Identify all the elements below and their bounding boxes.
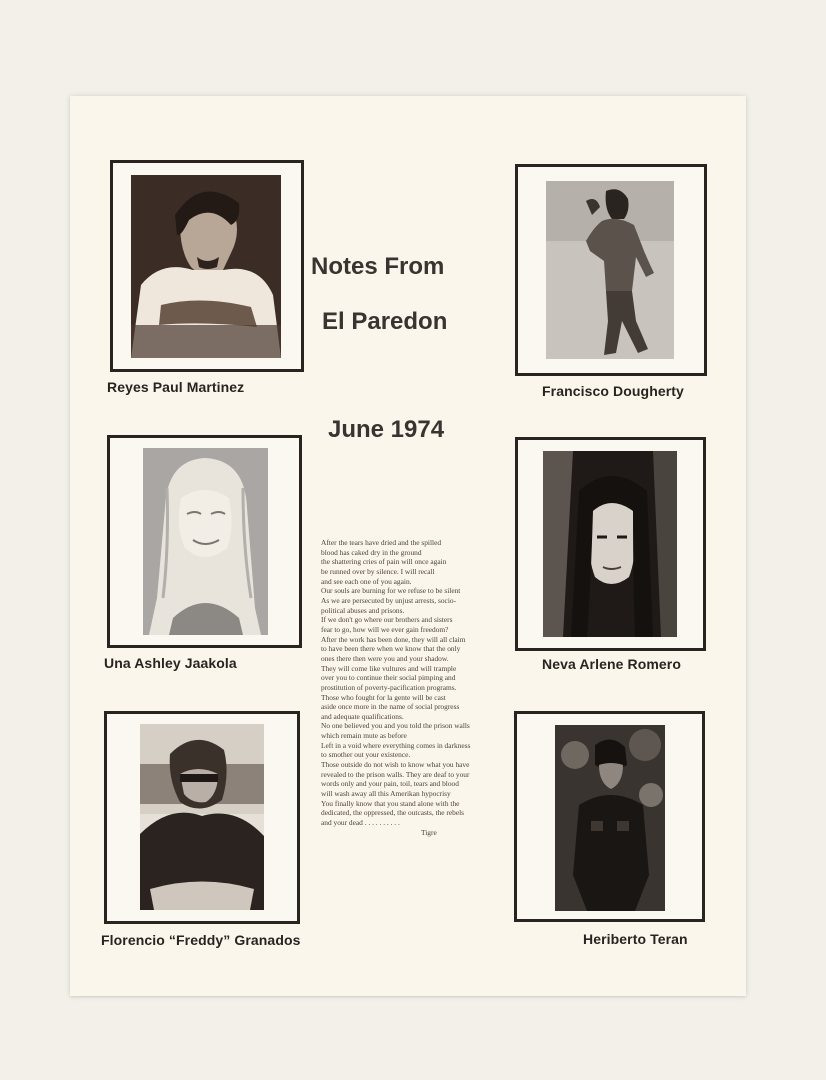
poem-line: the shattering cries of pain will once again [321, 557, 447, 567]
poem-line: will wash away all this Amerikan hypocrisy [321, 789, 451, 799]
poem-text [321, 538, 511, 837]
portrait-name-neva: Neva Arlene Romero [542, 656, 681, 672]
poem-line: fear to go, how will we ever gain freedom? [321, 624, 449, 634]
poem-line: blood has caked dry in the ground [321, 547, 422, 557]
poem-line: Those outside do not wish to know what you have [321, 760, 470, 770]
poem-line: and see each one of you again. [321, 576, 412, 586]
poem-line: Those who fought for la gente will be cast [321, 692, 446, 702]
poem-line: dedicated, the oppressed, the outcasts, the rebels [321, 808, 465, 818]
portrait-name-una: Una Ashley Jaakola [104, 655, 237, 671]
poem-line: After the work has been done, they will all claim [321, 634, 466, 644]
poster-title-line2: El Paredon [322, 308, 448, 335]
poem-signature: Tigre [421, 827, 437, 837]
poster-date: June 1974 [328, 416, 445, 443]
portrait-photo-florencio [140, 724, 264, 910]
portrait-photo-francisco [546, 181, 674, 359]
poem-line: prostitution of poverty-pacification programs. [321, 682, 457, 692]
poem-line: and your dead . . . . . . . . . . [321, 818, 400, 828]
poem-line: political abuses and prisons. [321, 605, 405, 615]
poem-line: If we don't go where our brothers and sisters [321, 615, 453, 625]
poem-line: revealed to the prison walls. They are deaf to your [321, 769, 470, 779]
portrait-name-heriberto: Heriberto Teran [583, 931, 688, 947]
poem-line: and adequate qualifications. [321, 711, 404, 721]
poster-title-line1: Notes From [311, 253, 445, 280]
portrait-photo-heriberto [555, 725, 665, 911]
portrait-name-francisco: Francisco Dougherty [542, 383, 684, 399]
poem-line: As we are persecuted by unjust arrests, socio- [321, 595, 457, 605]
poem-line: which remain mute as before [321, 731, 407, 741]
poem-line: Our souls are burning for we refuse to be silent [321, 586, 461, 596]
portrait-name-florencio: Florencio “Freddy” Granados [101, 932, 301, 948]
poem-line: aside once more in the name of social progress [321, 702, 460, 712]
portrait-photo-una [143, 448, 268, 635]
poem-line: words only and your pain, toil, tears and blood [321, 779, 459, 789]
poem-line: They will come like vultures and will trample [321, 663, 457, 673]
portrait-photo-reyes [131, 175, 281, 358]
poem-line: be runned over by silence. I will recall [321, 566, 435, 576]
portrait-photo-neva [543, 451, 677, 637]
poem-line: to have been there when we know that the only [321, 644, 461, 654]
poem-line: No one believed you and you told the prison walls [321, 721, 470, 731]
portrait-name-reyes: Reyes Paul Martinez [107, 379, 245, 395]
poem-line: Left in a void where everything comes in darkness [321, 740, 471, 750]
poem-line: You finally know that you stand alone with the [321, 798, 460, 808]
poem-line: over you to continue their social pimping and [321, 673, 456, 683]
poem-line: After the tears have dried and the spilled [321, 538, 442, 547]
poem-line: to smother out your existence. [321, 750, 411, 760]
poem-line: ones there then were you and your shadow. [321, 653, 449, 663]
